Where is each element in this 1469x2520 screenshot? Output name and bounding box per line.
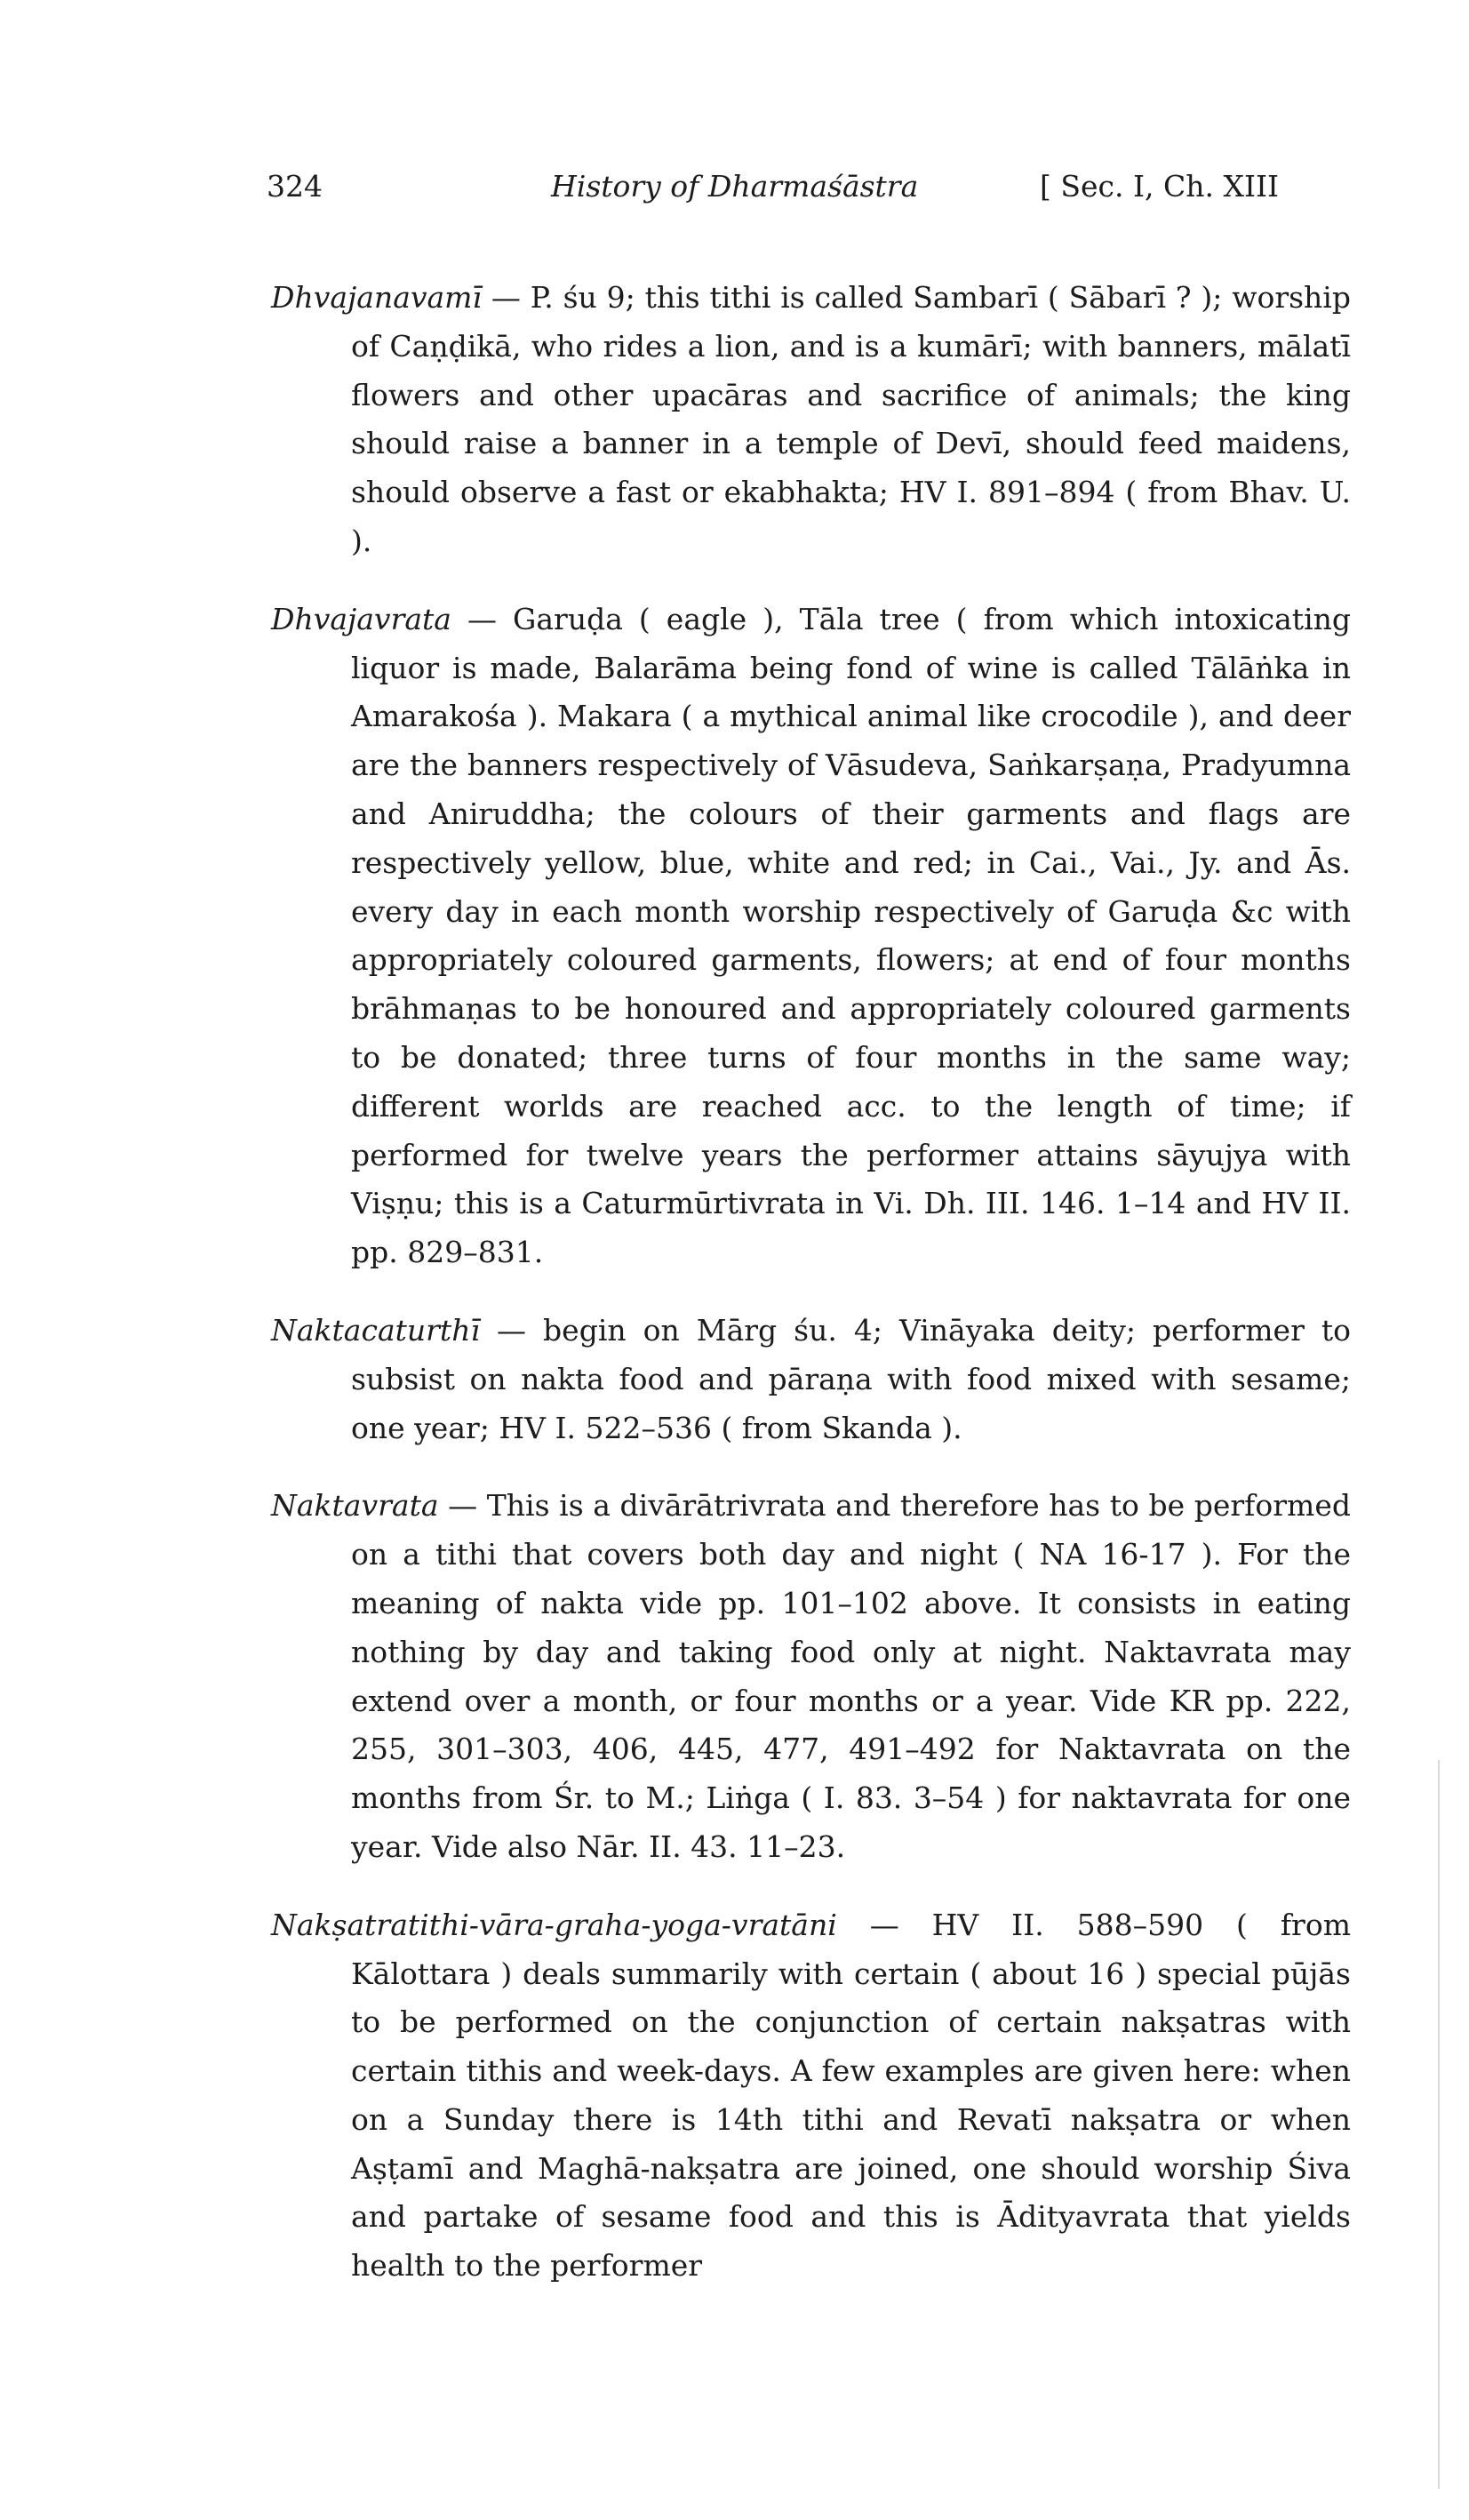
running-header [267,160,1377,213]
page-number: 324 [267,169,323,204]
entry-term: Nakṣatratithi-vāra-graha-yoga-vratāni [271,1907,837,1942]
entry-term: Naktavrata [271,1488,439,1524]
entry-dhvajanavami [271,274,1351,566]
page-edge-line [1438,1760,1440,2489]
entry-text: — P. śu 9; this tithi is called Sambarī ( Sābarī ? ); worship of Caṇḍikā, who rides a lion, and is a kumārī; with banners, mālatī flowers and other upacāras and sacrifice of animals; the king should raise a banner in a temple of Devī, should feed maidens, should observe a fast or ekabhakta; HV I. 891–894 ( from Bhav. U. ). [351,280,1351,558]
entry-term: Dhvajavrata [271,601,451,636]
book-title: History of Dharmaśāstra [551,169,919,204]
entry-naksatra-vratani [271,1901,1351,2291]
entry-dhvajavrata [271,596,1351,1277]
entry-text: — This is a divārātrivrata and therefore has to be performed on a tithi that covers both day and night ( NA 16-17 ). For the meaning of nakta vide pp. 101–102 above. It consists in eating nothing by day and taking food only at night. Naktavrata may extend over a month, or four months or a year. Vide KR pp. 222, 255, 301–303, 406, 445, 477, 491–492 for Naktavrata on the months from Śr. to M.; Liṅga ( I. 83. 3–54 ) for naktavrata for one year. Vide also Nār. II. 43. 11–23. [351,1488,1351,1864]
entry-term: Dhvajanavamī [271,280,483,315]
entry-text: — HV II. 588–590 ( from Kālottara ) deals summarily with certain ( about 16 ) special pūjās to be performed on the conjunction of certain nakṣatras with certain tithis and week-days. A few examples are given here: when on a Sunday there is 14th tithi and Revatī nakṣatra or when Aṣṭamī and Maghā-nakṣatra are joined, one should worship Śiva and partake of sesame food and this is Ādityavrata that yields health to the performer [351,1907,1351,2284]
entry-naktacaturthi [271,1307,1351,1452]
entry-text: — Garuḍa ( eagle ), Tāla tree ( from which intoxicating liquor is made, Balarāma being fond of wine is called Tālāṅka in Amarakośa ). Makara ( a mythical animal like crocodile ), and deer are the banners respectively of Vāsudeva, Saṅkarṣaṇa, Pradyumna and Aniruddha; the colours of their garments and flags are respectively yellow, blue, white and red; in Cai., Vai., Jy. and Ās. every day in each month worship respectively of Garuḍa &c with appropriately coloured garments, flowers; at end of four months brāhmaṇas to be honoured and appropriately coloured garments to be donated; three turns of four months in the same way; different worlds are reached acc. to the length of time; if performed for twelve years the performer attains sāyujya with Viṣṇu; this is a Caturmūrtivrata in Vi. Dh. III. 146. 1–14 and HV II. pp. 829–831. [351,601,1351,1270]
section-label: [ Sec. I, Ch. XIII [1040,169,1280,204]
entry-list [271,244,1351,2296]
entry-term: Naktacaturthī [271,1312,480,1348]
entry-text: — begin on Mārg śu. 4; Vināyaka deity; performer to subsist on nakta food and pāraṇa with food mixed with sesame; one year; HV I. 522–536 ( from Skanda ). [351,1312,1352,1445]
entry-naktavrata [271,1482,1351,1871]
